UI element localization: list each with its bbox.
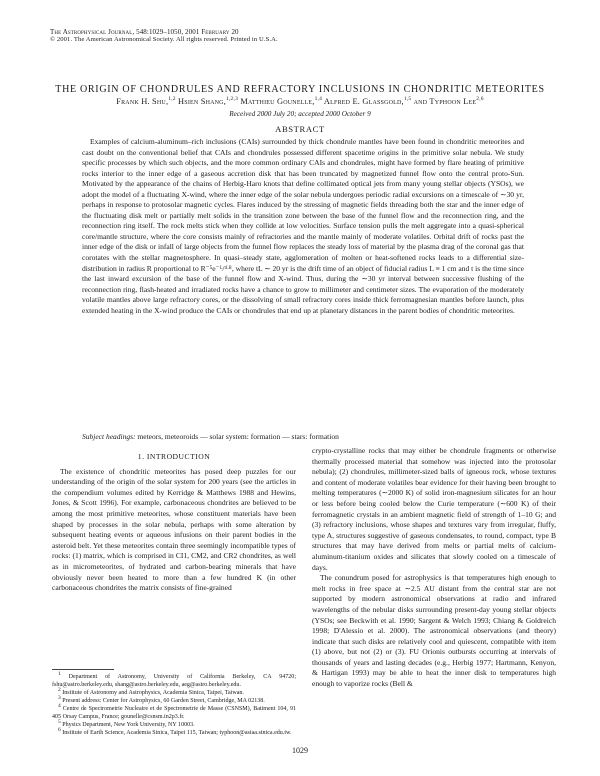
author-name: Typhoon Lee	[429, 97, 477, 106]
footnote-text: Present address: Center for Astrophysics, 60 Garden Street, Cambridge, MA 02138.	[62, 698, 265, 705]
author-affil-marker: 1,2,3	[226, 96, 239, 103]
footnote-number: 2	[58, 687, 61, 694]
footnote	[52, 689, 296, 697]
author-affil-marker: 1,2	[168, 96, 176, 103]
footnote-rule	[52, 669, 114, 670]
author-name: Matthieu Gounelle,	[240, 97, 315, 106]
footnote	[52, 721, 296, 729]
author-name: Frank H. Shu,	[116, 97, 169, 106]
page-number: 1029	[292, 746, 308, 755]
right-column	[312, 446, 556, 690]
footnote-number: 5	[58, 719, 61, 726]
journal-citation: The Astrophysical Journal, 548:1029–1050, 2001 February 20	[50, 28, 239, 36]
subject-headings-label: Subject headings:	[82, 432, 136, 441]
paper-title: THE ORIGIN OF CHONDRULES AND REFRACTORY INCLUSIONS IN CHONDRITIC METEORITES	[55, 84, 545, 95]
subject-headings	[82, 432, 524, 442]
footnote-text: Institute of Earth Science, Academia Sinica, Taipei 115, Taiwan; typhoon@asiaa.sinica.edu.tw.	[62, 730, 292, 737]
abstract-heading: ABSTRACT	[275, 124, 325, 134]
author-list	[40, 97, 560, 106]
author-conjunction: and	[413, 97, 428, 106]
footnote	[52, 697, 296, 705]
author-name: Alfred E. Glassgold,	[323, 97, 404, 106]
footnote-number: 1	[58, 670, 61, 677]
footnote-text: Centre de Spectrometrie Nucleaire et de Spectrometrie de Masse (CSNSM), Batiment 104, 91 405 Orsay Campus, France; gounelle@csnsm.in2p3.fr.	[52, 706, 297, 721]
abstract-text: Examples of calcium-aluminum–rich inclusions (CAIs) surrounded by thick chondrule mantles have been found in chondritic meteorites and cast doubt on the conventional belief that CAIs and chondrules possessed different spacetime origins in the primitive solar nebula. We study specific processes by which such objects, and the more common ordinary CAIs and chondrules, might have formed by flare heating of primitive rocks interior to the inner edge of a gaseous accretion disk that has been truncated by magnetized funnel flow onto the central proto-Sun. Motivated by the appearance of the chains of Herbig-Haro knots that define collimated optical jets from many young stellar objects (YSOs), we adopt the model of a fluctuating X-wind, where the inner edge of the solar nebula undergoes periodic radial excursions on a timescale of ∼30 yr, perhaps in response to protosolar magnetic cycles. Flares induced by the stressing of magnetic fields threading both the star and the inner edge of the fluctuating disk melt or partially melt solids in the transition zone between the base of the funnel flow and the reconnection ring, and the reconnection ring itself. The rock melts stick when they collide at low velocities. Surface tension pulls the melt aggregate into a quasi-spherical core/mantle structure, where the core consists mainly of refractories and the mantle mainly of moderate volatiles. Orbital drift of rocks past the inner edge of the disk or infall of large objects from the funnel flow replaces the steady loss of material by the plasma drag of the coronal gas that corotates with the stellar magnetosphere. In quasi–steady state, agglomeration of molten or heat-softened rocks leads to a differential size-distribution in radius R proportional to R⁻⁵e⁻ᴸ/ᵗᴸᴿ, where tL ∼ 20 yr is the drift time of an object of fiducial radius L ≡ 1 cm and t is the time since the last inward excursion of the base of the funnel flow and X-wind. Thus, during the ∼30 yr interval between successive flushing of the reconnection ring, flash-heated and irradiated rocks have a chance to grow to millimeter and centimeter sizes. The evaporation of the moderately volatile mantles above large refractory cores, or the dissolving of small refractory cores inside thick ferromagnesian mantles before launch, plus extended heating in the X-wind produce the CAIs or chondrules that end up at planetary distances in the parent bodies of chondritic meteorites.	[82, 137, 524, 315]
footnote-number: 4	[58, 703, 61, 710]
body-paragraph: The existence of chondritic meteorites has posed deep puzzles for our understanding of the origin of the solar system for 200 years (see the articles in the compendium volumes edited by Kerridge & Matthews 1988 and Hewins, Jones, & Scott 1996). For example, carbonaceous chondrites are believed to be among the most primitive meteorites, whose constituent materials have been shaped by processes in the solar nebula, perhaps with some alteration by subsequent heating events or aqueous infusions on their parent bodies in the asteroid belt. Yet these meteorites contain three seemingly incompatible types of rocks: (1) matrix, which is comprised in CI1, CM2, and CR2 chondrites, as well as in micrometeorites, of hydrated and carbon-bearing minerals that have obviously never been heated to more than a few hundred K (in other carbonaceous chondrites the matrix consists of fine-grained	[52, 466, 296, 593]
footnote-number: 6	[58, 727, 61, 734]
section-heading: 1. INTRODUCTION	[137, 452, 211, 461]
footnote	[52, 705, 296, 721]
received-dates: Received 2000 July 20; accepted 2000 October 9	[229, 110, 371, 118]
author-affil-marker: 2,6	[476, 96, 484, 103]
footnote-text: Institute of Astronomy and Astrophysics, Academia Sinica, Taipei, Taiwan.	[62, 690, 244, 697]
journal-header	[50, 28, 278, 44]
author-name: Hsien Shang,	[178, 97, 227, 106]
footnote-text: Department of Astronomy, University of California Berkeley, CA 94720; fshu@astro.berkeley.edu, shang@astro.berkeley.edu, aeg@astro.berkeley.edu.	[52, 674, 297, 689]
body-paragraph: crypto-crystalline rocks that may either be chondrule fragments or otherwise thermally processed material that somehow was injected into the protosolar nebula); (2) chondrules, millimeter-sized balls of igneous rock, whose textures and content of moderate volatiles bear evidence for their having been brought to melting temperatures (∼2000 K) of solid iron-magnesium silicates for an hour or less before being cooled below the Curie temperature (∼600 K) of their ferromagnetic crystals in an ambient magnetic field of strength of 1–10 G; and (3) refractory inclusions, whose shapes and textures vary from irregular, fluffy, type A, structures suggestive of gaseous condensates, to round, compact, type B structures that may have derived from melts or partial melts of calcium-aluminum-titanium oxides and silicates that slowly cooled on a timescale of days.	[312, 446, 556, 572]
author-affil-marker: 1,4	[314, 96, 323, 103]
footnotes	[52, 670, 297, 737]
body-paragraph: The conundrum posed for astrophysics is that temperatures high enough to melt rocks in free space at ∼2.5 AU distant from the central star are not supported by modern astronomical observations at radio and infrared wavelengths of the nebular disks surrounding present-day young stellar objects (YSOs; see Beckwith et al. 1990; Sargent & Welch 1993; Chiang & Goldreich 1998; D'Alessio et al. 2000). The astronomical observations (and theory) indicate that such disks are relatively cool and quiescent, compatible with item (1) above, but not (2) or (3). FU Orionis outbursts occurring at intervals of thousands of years and lasting decades (e.g., Herbig 1977; Hartmann, Kenyon, & Hartigan 1993) may be able to heat the inner disk to temperatures high enough to vaporize rocks (Bell &	[312, 573, 556, 689]
subject-headings-text: meteors, meteoroids — solar system: formation — stars: formation	[137, 432, 339, 441]
footnote-number: 3	[58, 695, 61, 702]
copyright-line: © 2001. The American Astronomical Society. All rights reserved. Printed in U.S.A.	[50, 36, 278, 43]
footnote	[52, 670, 297, 689]
footnote-text: Physics Department, New York University, NY 10003.	[62, 722, 195, 729]
left-column	[52, 452, 296, 594]
footnote	[52, 729, 296, 737]
author-affil-marker: 1,5	[403, 96, 412, 103]
